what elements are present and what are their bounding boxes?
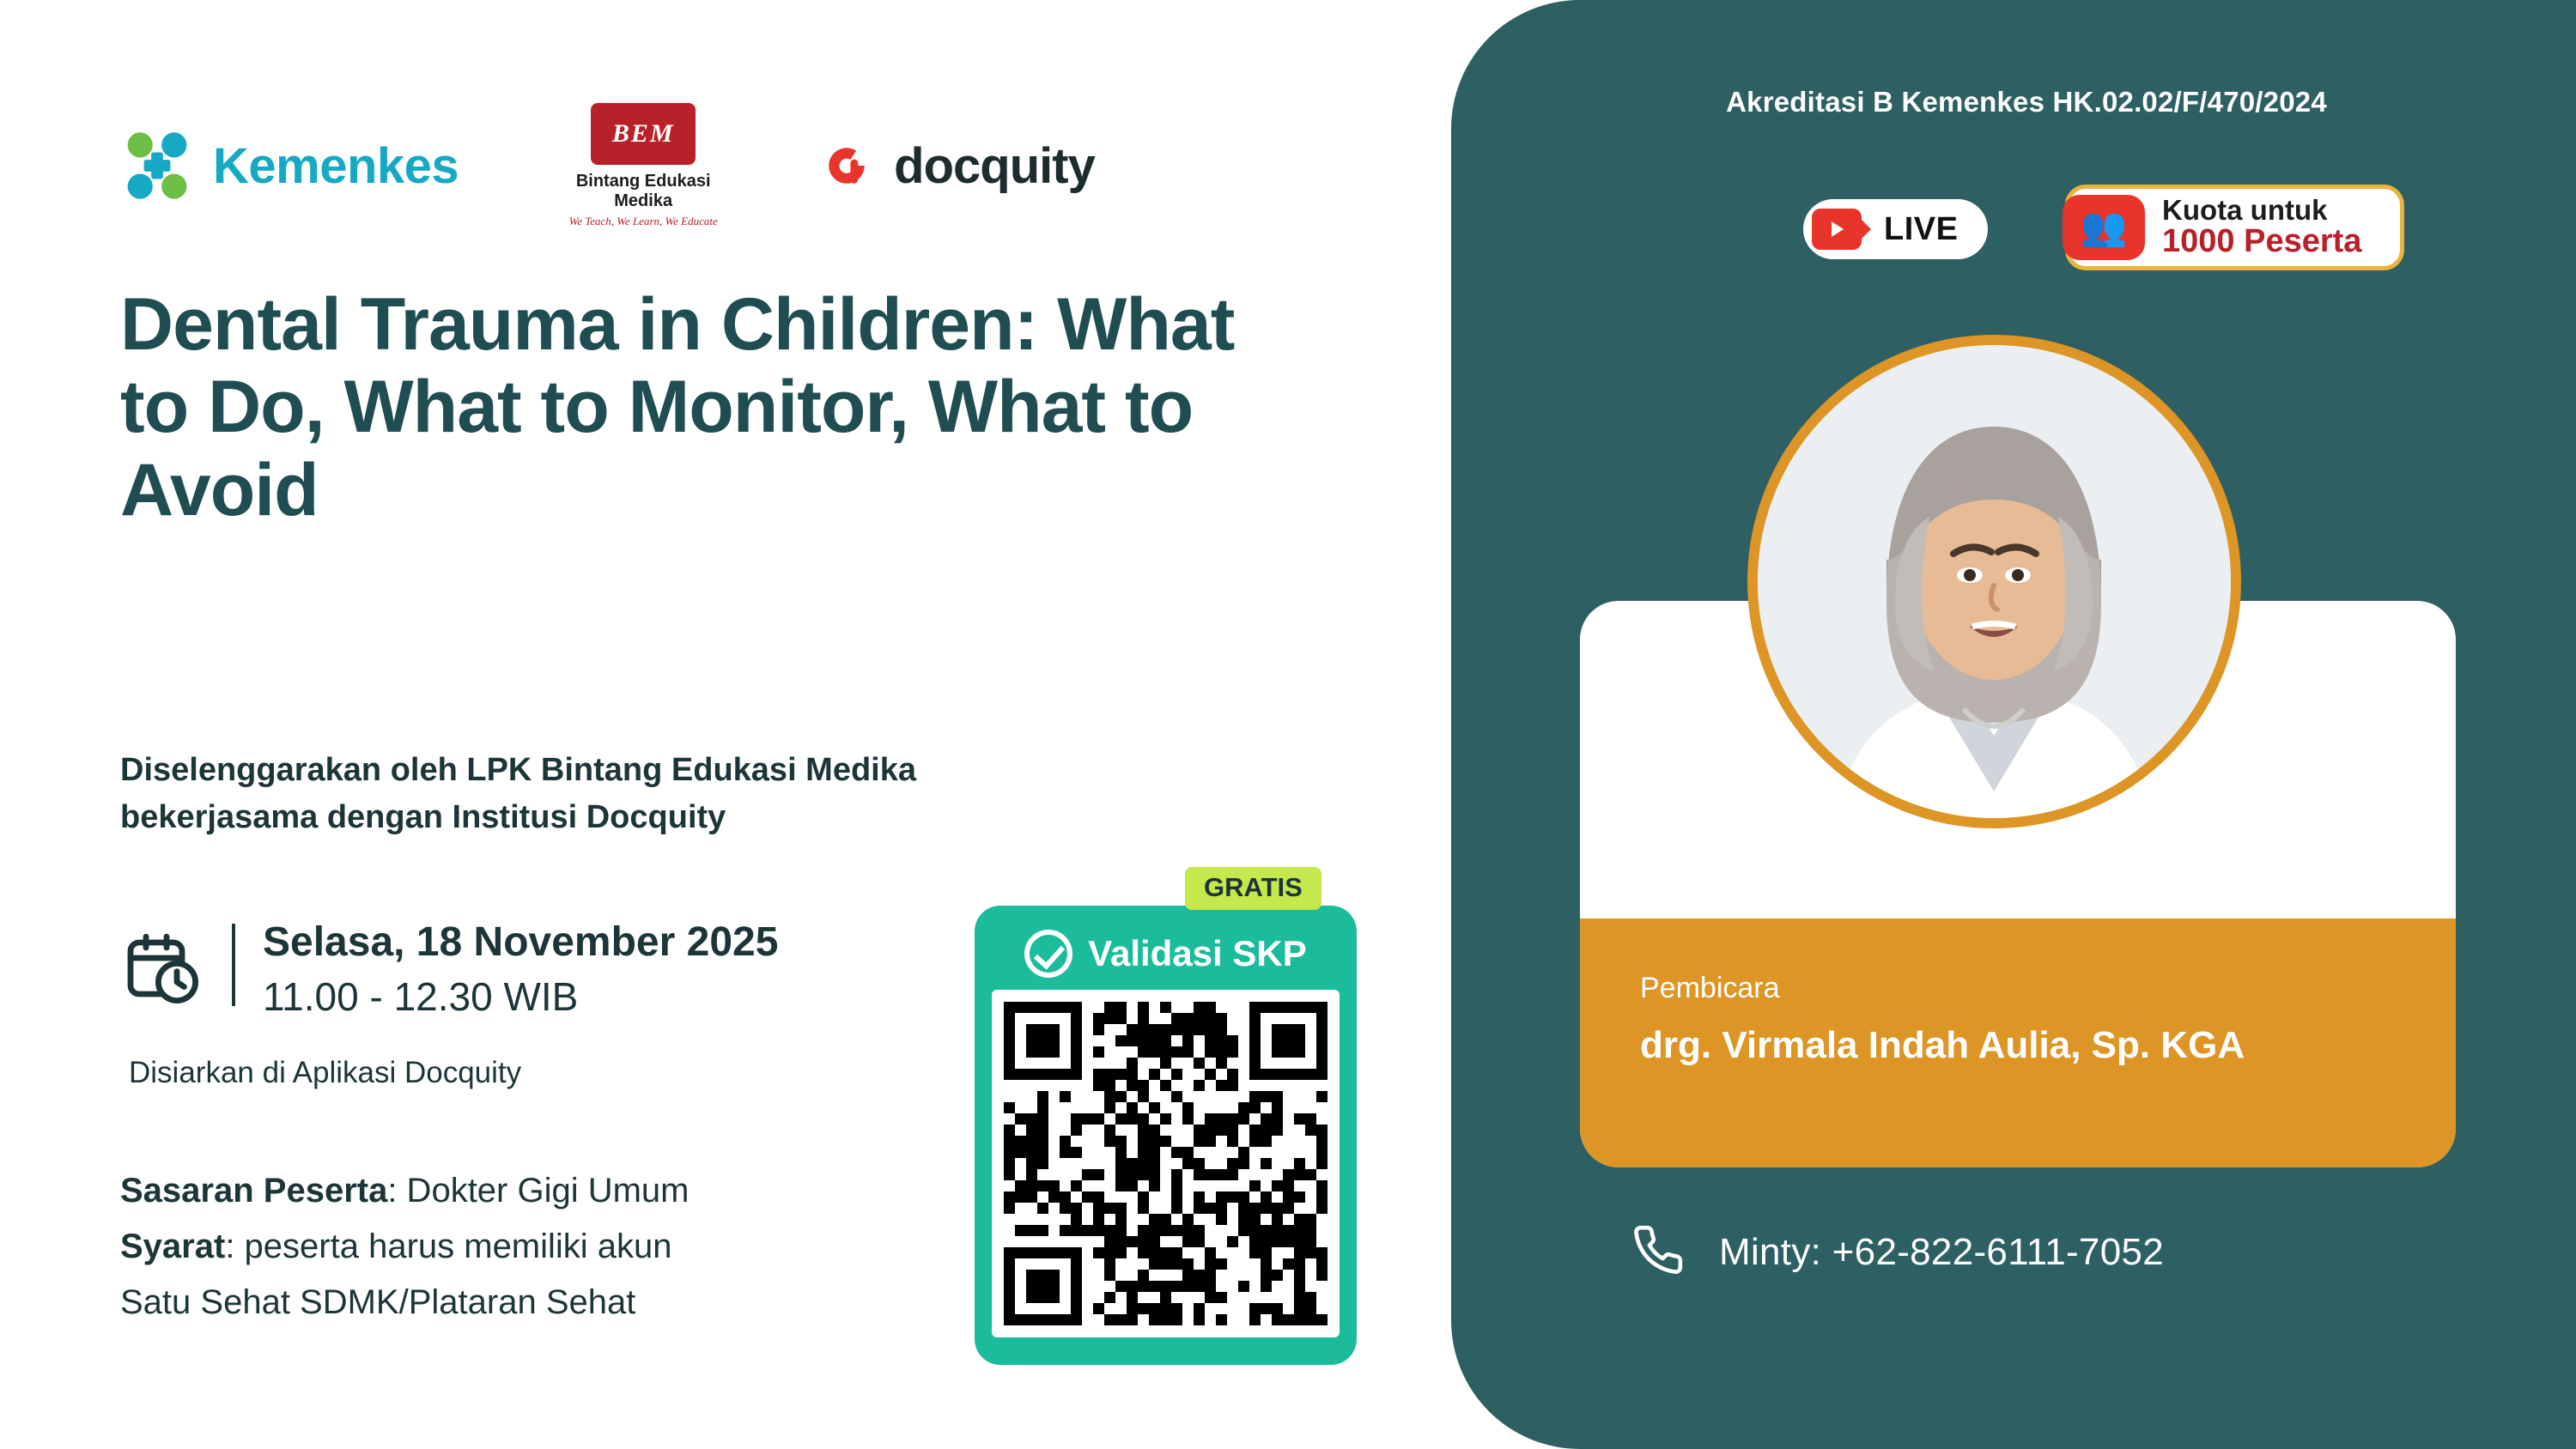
- contact-row: [1631, 1223, 2164, 1281]
- page-title: Dental Trauma in Children: What to Do, What to Monitor, What to Avoid: [120, 283, 1235, 531]
- bem-name: Bintang Edukasi Medika: [575, 172, 711, 210]
- speaker-portrait-illustration: [1758, 345, 2231, 818]
- validasi-row: [992, 930, 1340, 978]
- broadcast-note: Disiarkan di Aplikasi Docquity: [129, 1056, 522, 1089]
- video-camera-icon: [1812, 209, 1862, 250]
- qr-code[interactable]: [992, 990, 1340, 1337]
- audience-line: [120, 1163, 979, 1219]
- requirement-line2: Satu Sehat SDMK/Plataran Sehat: [120, 1282, 636, 1321]
- kemenkes-logo: [120, 129, 459, 203]
- organizer-line1: Diselenggarakan oleh LPK Bintang Edukasi Medika: [120, 752, 917, 788]
- quota-badge: [2065, 185, 2404, 270]
- organizer-text: [120, 747, 1236, 841]
- bem-logo: [544, 103, 742, 228]
- speaker-photo: [1747, 335, 2241, 828]
- audience-value: : Dokter Gigi Umum: [387, 1172, 690, 1210]
- docquity-logo: [815, 134, 1095, 197]
- gratis-badge: GRATIS: [1185, 867, 1321, 910]
- requirement-label: Syarat: [120, 1227, 226, 1265]
- bem-letters: BEM: [611, 119, 675, 148]
- live-label: LIVE: [1884, 210, 1959, 247]
- kemenkes-mark-icon: [120, 129, 194, 203]
- quota-line1: Kuota untuk: [2162, 193, 2328, 226]
- phone-icon: [1631, 1223, 1685, 1281]
- validasi-label: Validasi SKP: [1088, 933, 1307, 973]
- bem-mark-icon: [591, 103, 696, 165]
- bem-tagline: We Teach, We Learn, We Educate: [568, 215, 718, 227]
- event-time: 11.00 - 12.30 WIB: [263, 973, 579, 1019]
- speaker-name: drg. Virmala Indah Aulia, Sp. KGA: [1640, 1024, 2245, 1066]
- divider: [232, 924, 235, 1006]
- audience-block: [120, 1163, 979, 1330]
- speaker-band: [1580, 919, 2456, 1167]
- calendar-clock-icon: [120, 927, 203, 1014]
- docquity-label: docquity: [894, 137, 1095, 194]
- quota-line2: 1000 Peserta: [2162, 223, 2362, 260]
- docquity-mark-icon: [815, 134, 878, 197]
- accreditation-text: Akreditasi B Kemenkes HK.02.02/F/470/2024: [1726, 86, 2327, 118]
- check-circle-icon: [1024, 930, 1072, 978]
- requirement-line: [120, 1219, 979, 1275]
- datetime-block: [120, 919, 778, 1022]
- live-badge: [1803, 199, 1988, 259]
- qr-card[interactable]: [975, 906, 1357, 1365]
- speaker-role: Pembicara: [1640, 972, 1780, 1004]
- contact-text: Minty: +62-822-6111-7052: [1719, 1230, 2165, 1273]
- requirement-value: : peserta harus memiliki akun: [225, 1227, 672, 1265]
- organizer-line2: bekerjasama dengan Institusi Docquity: [120, 799, 726, 836]
- logo-row: [120, 103, 1095, 228]
- event-date: Selasa, 18 November 2025: [263, 919, 779, 965]
- people-group-icon: 👥: [2063, 195, 2145, 260]
- kemenkes-label: Kemenkes: [213, 137, 459, 194]
- audience-label: Sasaran Peserta: [120, 1172, 388, 1210]
